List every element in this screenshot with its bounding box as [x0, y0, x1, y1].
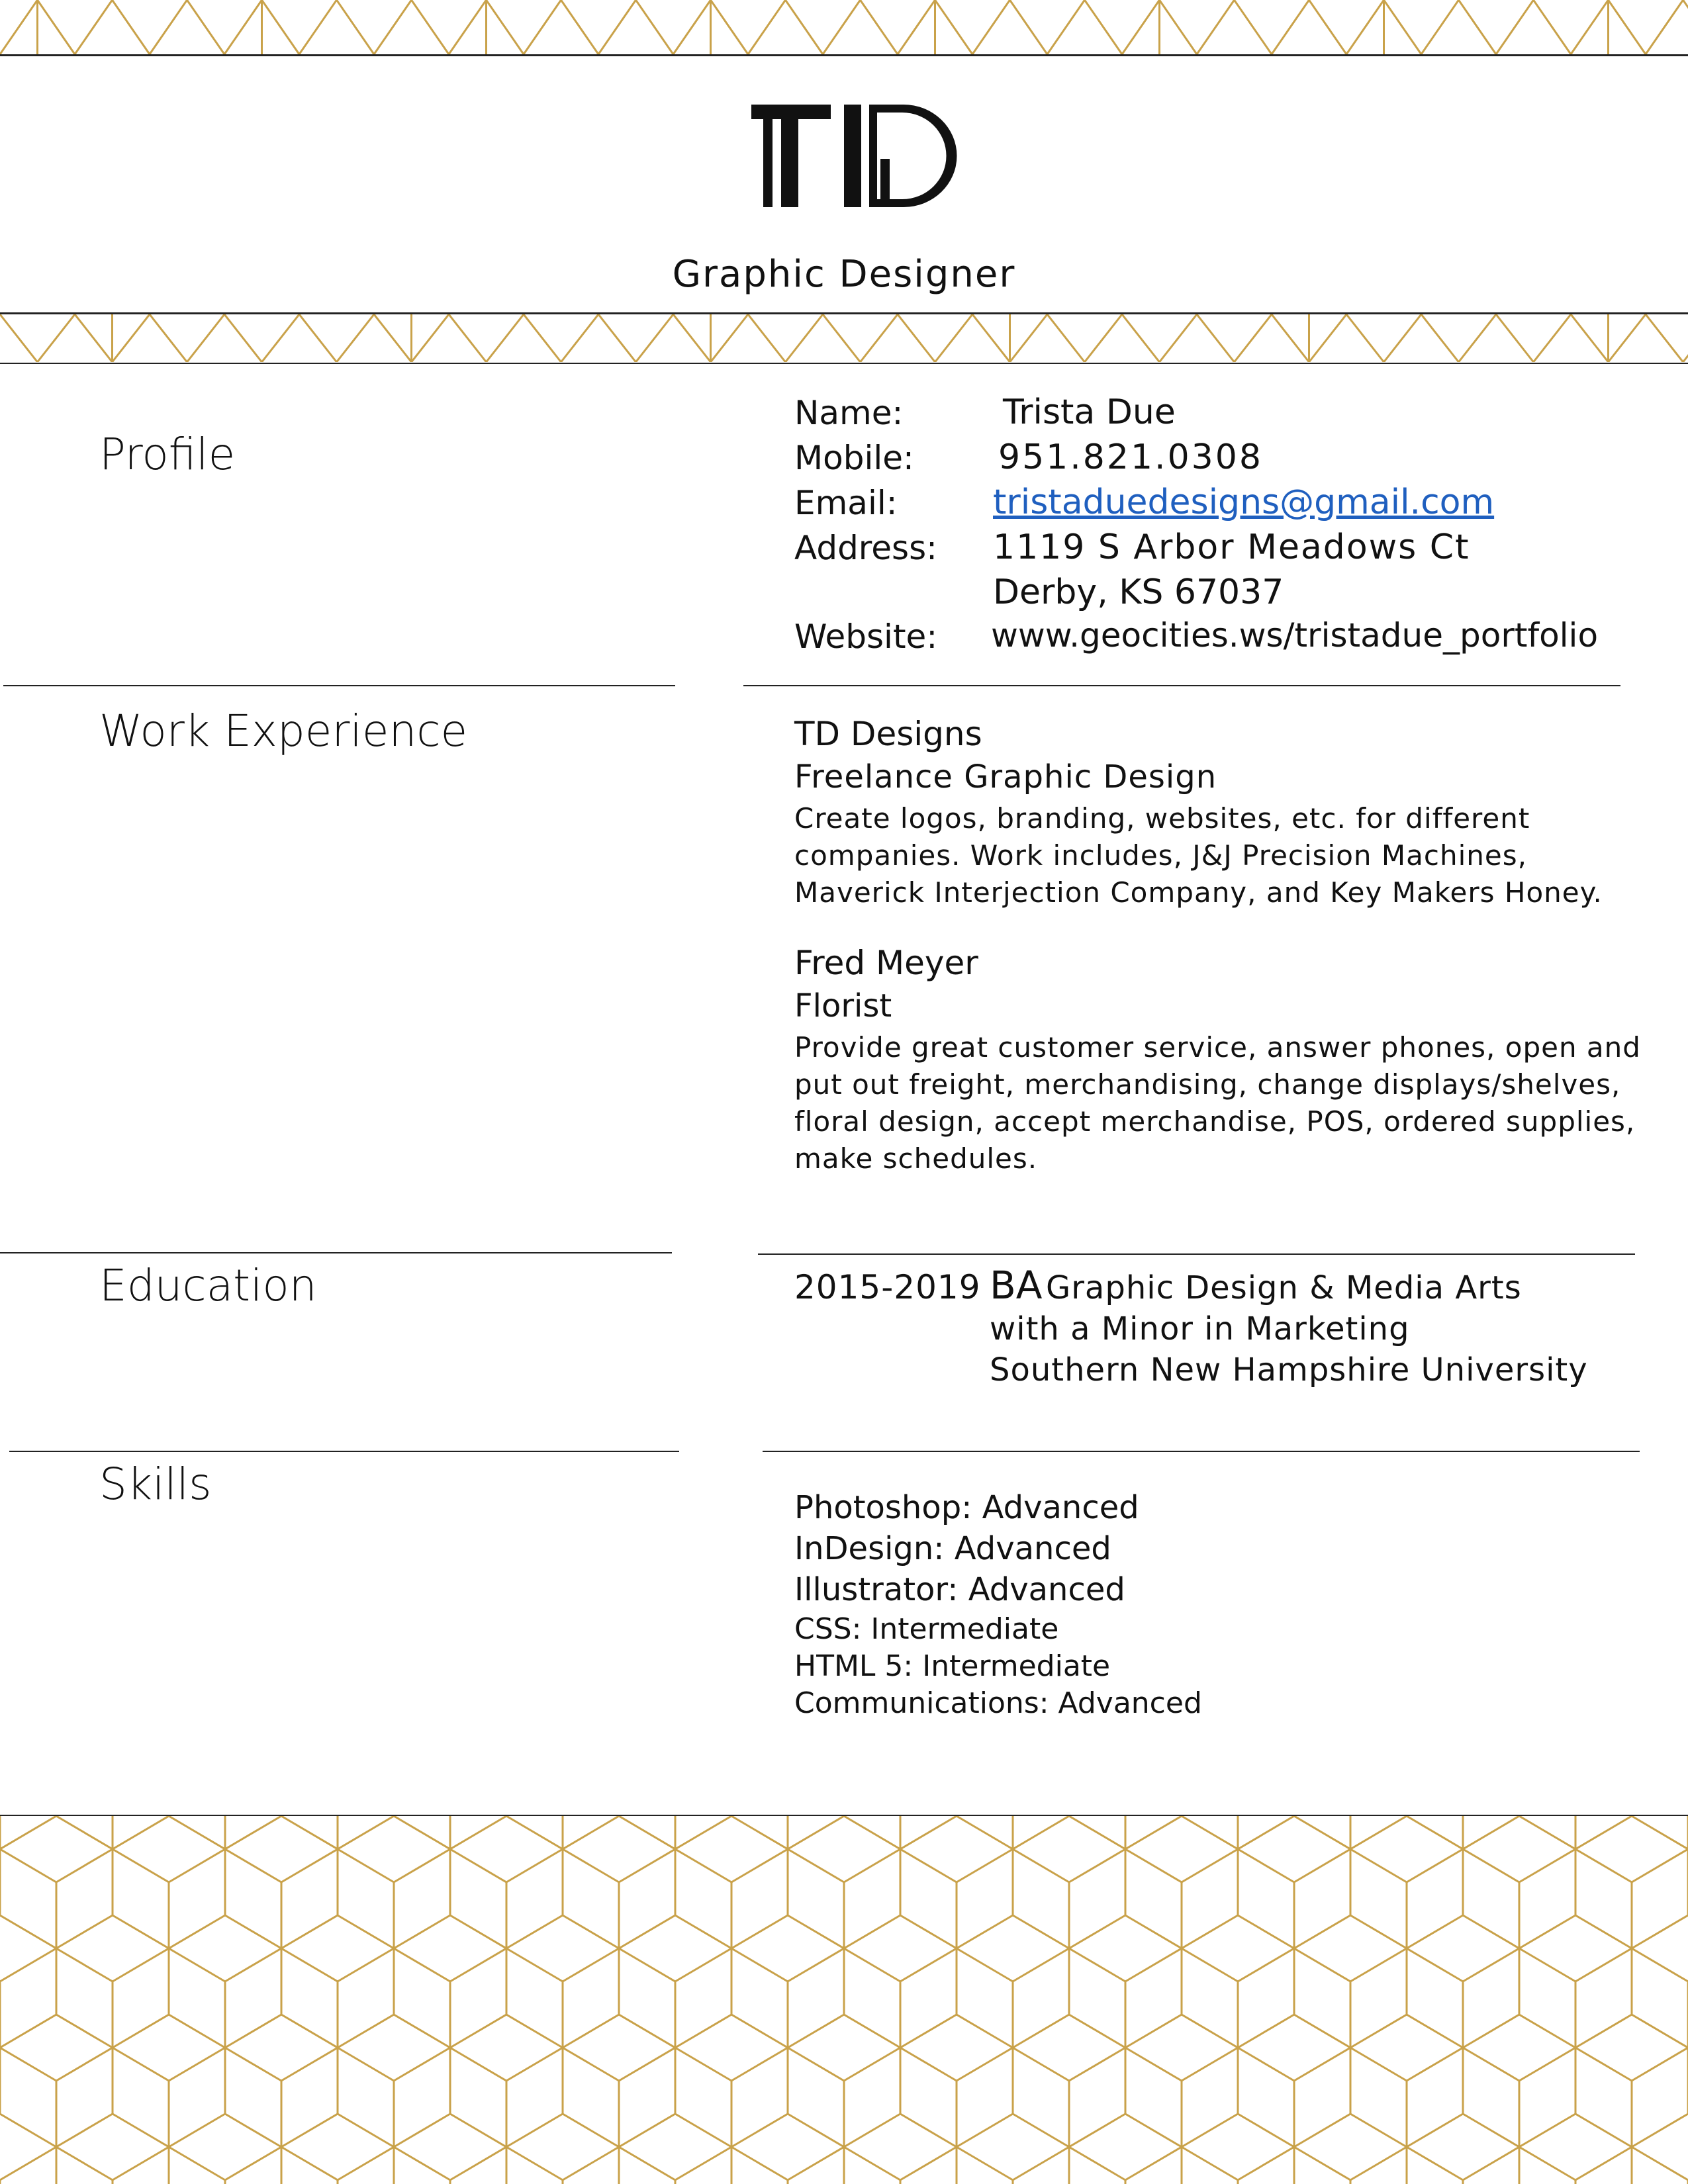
header-top-rule [0, 54, 1688, 56]
email-link[interactable]: tristaduedesigns@gmail.com [993, 482, 1495, 522]
address-label: Address: [794, 529, 937, 567]
name-label: Name: [794, 394, 904, 432]
mobile-value: 951.821.0308 [998, 437, 1263, 477]
degree-minor: with a Minor in Marketing [990, 1310, 1410, 1347]
section-title-education: Education [99, 1260, 317, 1311]
job-title: Florist [794, 987, 892, 1024]
bottom-geometric-pattern [0, 1816, 1688, 2184]
website-label: Website: [794, 617, 938, 656]
email-label: Email: [794, 484, 898, 522]
middle-pattern [0, 314, 1688, 362]
education-rule-right [763, 1451, 1640, 1452]
work-rule-right [758, 1253, 1635, 1255]
top-pattern [0, 0, 1688, 54]
website-value: www.geocities.ws/tristadue_portfolio [991, 616, 1599, 655]
pattern-bottom-rule [0, 363, 1688, 364]
skill-item: Illustrator: Advanced [794, 1571, 1125, 1608]
section-title-work: Work Experience [99, 705, 468, 756]
skill-item: InDesign: Advanced [794, 1530, 1111, 1567]
education-rule-left [9, 1451, 679, 1452]
address-line2: Derby, KS 67037 [993, 572, 1284, 612]
profile-rule-right [743, 685, 1620, 686]
job-description-line: Create logos, branding, websites, etc. for different [794, 802, 1530, 835]
job-description-line: make schedules. [794, 1142, 1038, 1175]
job-description-line: Provide great customer service, answer phones, open and [794, 1031, 1641, 1064]
name-value: Trista Due [1003, 392, 1176, 432]
job-description-line: floral design, accept merchandise, POS, ordered supplies, [794, 1105, 1636, 1138]
job-description-line: put out freight, merchandising, change displays/shelves, [794, 1068, 1621, 1101]
school-name: Southern New Hampshire University [990, 1351, 1588, 1388]
mobile-label: Mobile: [794, 439, 914, 477]
job-company: TD Designs [794, 715, 982, 753]
degree-name: Graphic Design & Media Arts [1046, 1269, 1522, 1306]
education-years: 2015-2019 [794, 1268, 981, 1306]
job-company: Fred Meyer [794, 944, 978, 982]
section-title-skills: Skills [99, 1459, 212, 1510]
job-title: Freelance Graphic Design [794, 758, 1217, 796]
skill-item: Communications: Advanced [794, 1686, 1202, 1720]
work-rule-left [0, 1252, 672, 1253]
skill-item: Photoshop: Advanced [794, 1489, 1139, 1526]
degree-prefix: BA [990, 1263, 1043, 1308]
skill-item: CSS: Intermediate [794, 1612, 1059, 1646]
profile-rule-left [3, 685, 675, 686]
job-description-line: companies. Work includes, J&J Precision Machines, [794, 839, 1527, 872]
job-description-line: Maverick Interjection Company, and Key Makers Honey. [794, 876, 1603, 909]
job-subtitle: Graphic Designer [672, 253, 1016, 296]
td-monogram-logo [751, 99, 970, 212]
address-line1: 1119 S Arbor Meadows Ct [993, 527, 1470, 567]
section-title-profile: Profile [99, 429, 236, 480]
skill-item: HTML 5: Intermediate [794, 1649, 1111, 1683]
